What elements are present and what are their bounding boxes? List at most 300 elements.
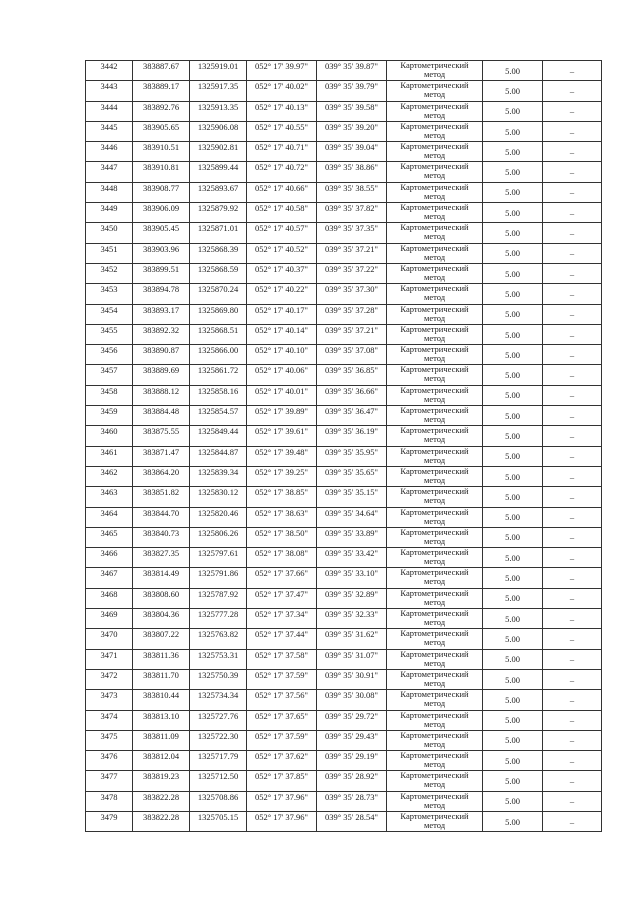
- x-coordinate-cell: 383871.47: [133, 446, 190, 466]
- longitude-cell: 039° 35' 38.86": [317, 162, 387, 182]
- method-line1: Картометрический: [400, 263, 469, 273]
- latitude-cell: 052° 17' 38.08": [247, 548, 317, 568]
- longitude-cell: 039° 35' 36.47": [317, 406, 387, 426]
- longitude-cell: 039° 35' 32.89": [317, 588, 387, 608]
- x-coordinate-cell: 383889.17: [133, 81, 190, 101]
- accuracy-cell: 5.00: [483, 223, 543, 243]
- point-number-cell: 3453: [86, 284, 133, 304]
- method-line2: метод: [423, 515, 446, 526]
- x-coordinate-cell: 383905.45: [133, 223, 190, 243]
- longitude-cell: 039° 35' 29.43": [317, 730, 387, 750]
- table-row: [86, 162, 602, 182]
- method-line1: Картометрический: [400, 385, 469, 395]
- method-line2: метод: [423, 657, 446, 668]
- x-coordinate-cell: 383875.55: [133, 426, 190, 446]
- y-coordinate-cell: 1325708.86: [190, 791, 247, 811]
- y-coordinate-cell: 1325869.80: [190, 304, 247, 324]
- latitude-cell: 052° 17' 37.62": [247, 751, 317, 771]
- point-number-cell: 3475: [86, 730, 133, 750]
- method-line1: Картометрический: [400, 182, 469, 192]
- method-line2: метод: [423, 271, 446, 282]
- y-coordinate-cell: 1325717.79: [190, 751, 247, 771]
- y-coordinate-cell: 1325787.92: [190, 588, 247, 608]
- longitude-cell: 039° 35' 35.65": [317, 466, 387, 486]
- point-number-cell: 3467: [86, 568, 133, 588]
- accuracy-cell: 5.00: [483, 284, 543, 304]
- x-coordinate-cell: 383889.69: [133, 365, 190, 385]
- x-coordinate-cell: 383887.67: [133, 61, 190, 81]
- method-line2: метод: [423, 414, 446, 425]
- table-row: [86, 263, 602, 283]
- note-cell: –: [543, 142, 602, 162]
- method-cell: [387, 345, 483, 365]
- y-coordinate-cell: 1325777.28: [190, 609, 247, 629]
- note-cell: –: [543, 507, 602, 527]
- method-line1: Картометрический: [400, 364, 469, 375]
- accuracy-cell: 5.00: [483, 263, 543, 283]
- table-row: [86, 507, 602, 527]
- method-cell: [387, 385, 483, 405]
- latitude-cell: 052° 17' 40.72": [247, 162, 317, 182]
- method-line1: Картометрический: [400, 669, 469, 679]
- method-line1: Картометрический: [400, 710, 469, 720]
- y-coordinate-cell: 1325870.24: [190, 284, 247, 304]
- table-row: [86, 182, 602, 202]
- x-coordinate-cell: 383884.48: [133, 406, 190, 426]
- y-coordinate-cell: 1325871.01: [190, 223, 247, 243]
- longitude-cell: 039° 35' 35.95": [317, 446, 387, 466]
- method-line2: метод: [423, 556, 446, 567]
- method-line1: Картометрический: [400, 80, 469, 91]
- y-coordinate-cell: 1325722.30: [190, 730, 247, 750]
- table-row: [86, 811, 602, 831]
- longitude-cell: 039° 35' 35.15": [317, 487, 387, 507]
- note-cell: –: [543, 345, 602, 365]
- latitude-cell: 052° 17' 39.25": [247, 466, 317, 486]
- y-coordinate-cell: 1325868.51: [190, 324, 247, 344]
- y-coordinate-cell: 1325913.35: [190, 101, 247, 121]
- method-cell: [387, 121, 483, 141]
- accuracy-cell: 5.00: [483, 406, 543, 426]
- method-cell: [387, 771, 483, 791]
- method-line1: Картометрический: [400, 304, 469, 314]
- table-row: [86, 669, 602, 689]
- table-row: [86, 730, 602, 750]
- x-coordinate-cell: 383910.81: [133, 162, 190, 182]
- method-line2: метод: [423, 738, 446, 749]
- table-row: [86, 203, 602, 223]
- latitude-cell: 052° 17' 40.22": [247, 284, 317, 304]
- longitude-cell: 039° 35' 38.55": [317, 182, 387, 202]
- latitude-cell: 052° 17' 37.47": [247, 588, 317, 608]
- point-number-cell: 3471: [86, 649, 133, 669]
- method-line1: Картометрический: [400, 446, 469, 456]
- method-line1: Картометрический: [400, 101, 469, 111]
- accuracy-cell: 5.00: [483, 487, 543, 507]
- note-cell: –: [543, 629, 602, 649]
- method-cell: [387, 548, 483, 568]
- method-cell: [387, 61, 483, 81]
- method-cell: [387, 203, 483, 223]
- x-coordinate-cell: 383808.60: [133, 588, 190, 608]
- method-line1: Картометрический: [400, 344, 469, 355]
- latitude-cell: 052° 17' 40.71": [247, 142, 317, 162]
- method-line1: Картометрический: [400, 730, 469, 740]
- method-line2: метод: [423, 129, 446, 140]
- latitude-cell: 052° 17' 40.55": [247, 121, 317, 141]
- method-line1: Картометрический: [400, 547, 469, 558]
- table-row: [86, 466, 602, 486]
- method-line1: Картометрический: [400, 60, 469, 70]
- table-row: [86, 81, 602, 101]
- method-line2: метод: [423, 393, 446, 404]
- point-number-cell: 3444: [86, 101, 133, 121]
- method-line2: метод: [423, 819, 446, 830]
- table-row: [86, 61, 602, 81]
- note-cell: –: [543, 223, 602, 243]
- note-cell: –: [543, 284, 602, 304]
- method-cell: [387, 811, 483, 831]
- accuracy-cell: 5.00: [483, 365, 543, 385]
- method-line2: метод: [423, 474, 446, 485]
- longitude-cell: 039° 35' 37.82": [317, 203, 387, 223]
- accuracy-cell: 5.00: [483, 426, 543, 446]
- table-row: [86, 385, 602, 405]
- note-cell: –: [543, 446, 602, 466]
- x-coordinate-cell: 383844.70: [133, 507, 190, 527]
- latitude-cell: 052° 17' 40.13": [247, 101, 317, 121]
- method-line2: метод: [423, 69, 446, 79]
- y-coordinate-cell: 1325899.44: [190, 162, 247, 182]
- method-line1: Картометрический: [400, 141, 469, 152]
- table-row: [86, 243, 602, 263]
- method-cell: [387, 406, 483, 426]
- accuracy-cell: 5.00: [483, 81, 543, 101]
- method-cell: [387, 223, 483, 243]
- table-row: [86, 710, 602, 730]
- accuracy-cell: 5.00: [483, 385, 543, 405]
- x-coordinate-cell: 383822.28: [133, 811, 190, 831]
- table-row: [86, 345, 602, 365]
- longitude-cell: 039° 35' 39.58": [317, 101, 387, 121]
- latitude-cell: 052° 17' 40.01": [247, 385, 317, 405]
- method-line1: Картометрический: [400, 466, 469, 476]
- method-line1: Картометрический: [400, 121, 469, 131]
- longitude-cell: 039° 35' 37.08": [317, 345, 387, 365]
- point-number-cell: 3449: [86, 203, 133, 223]
- accuracy-cell: 5.00: [483, 588, 543, 608]
- x-coordinate-cell: 383864.20: [133, 466, 190, 486]
- point-number-cell: 3442: [86, 61, 133, 81]
- point-number-cell: 3478: [86, 791, 133, 811]
- latitude-cell: 052° 17' 40.37": [247, 263, 317, 283]
- point-number-cell: 3446: [86, 142, 133, 162]
- method-line2: метод: [423, 596, 446, 607]
- longitude-cell: 039° 35' 36.19": [317, 426, 387, 446]
- method-line2: метод: [423, 150, 446, 161]
- x-coordinate-cell: 383903.96: [133, 243, 190, 263]
- note-cell: –: [543, 243, 602, 263]
- method-line1: Картометрический: [400, 202, 469, 213]
- y-coordinate-cell: 1325858.16: [190, 385, 247, 405]
- point-number-cell: 3443: [86, 81, 133, 101]
- latitude-cell: 052° 17' 40.10": [247, 345, 317, 365]
- method-cell: [387, 182, 483, 202]
- x-coordinate-cell: 383840.73: [133, 527, 190, 547]
- point-number-cell: 3472: [86, 669, 133, 689]
- longitude-cell: 039° 35' 39.04": [317, 142, 387, 162]
- longitude-cell: 039° 35' 33.10": [317, 568, 387, 588]
- point-number-cell: 3466: [86, 548, 133, 568]
- note-cell: –: [543, 203, 602, 223]
- latitude-cell: 052° 17' 37.59": [247, 730, 317, 750]
- method-line2: метод: [423, 677, 446, 688]
- accuracy-cell: 5.00: [483, 771, 543, 791]
- method-cell: [387, 649, 483, 669]
- y-coordinate-cell: 1325734.34: [190, 690, 247, 710]
- latitude-cell: 052° 17' 39.89": [247, 406, 317, 426]
- note-cell: –: [543, 406, 602, 426]
- method-line2: метод: [423, 353, 446, 364]
- point-number-cell: 3452: [86, 263, 133, 283]
- method-line1: Картометрический: [400, 324, 469, 334]
- method-line1: Картометрический: [400, 588, 469, 598]
- point-number-cell: 3458: [86, 385, 133, 405]
- x-coordinate-cell: 383819.23: [133, 771, 190, 791]
- x-coordinate-cell: 383899.51: [133, 263, 190, 283]
- note-cell: –: [543, 263, 602, 283]
- x-coordinate-cell: 383851.82: [133, 487, 190, 507]
- x-coordinate-cell: 383814.49: [133, 568, 190, 588]
- point-number-cell: 3474: [86, 710, 133, 730]
- latitude-cell: 052° 17' 38.50": [247, 527, 317, 547]
- method-line1: Картометрический: [400, 750, 469, 761]
- note-cell: –: [543, 61, 602, 81]
- longitude-cell: 039° 35' 31.62": [317, 629, 387, 649]
- y-coordinate-cell: 1325868.59: [190, 263, 247, 283]
- x-coordinate-cell: 383811.70: [133, 669, 190, 689]
- latitude-cell: 052° 17' 40.66": [247, 182, 317, 202]
- method-cell: [387, 304, 483, 324]
- method-line1: Картометрический: [400, 770, 469, 781]
- longitude-cell: 039° 35' 37.30": [317, 284, 387, 304]
- y-coordinate-cell: 1325705.15: [190, 811, 247, 831]
- method-line1: Картометрический: [400, 791, 469, 801]
- latitude-cell: 052° 17' 40.06": [247, 365, 317, 385]
- table-row: [86, 446, 602, 466]
- longitude-cell: 039° 35' 37.21": [317, 324, 387, 344]
- y-coordinate-cell: 1325820.46: [190, 507, 247, 527]
- method-line1: Картометрический: [400, 527, 469, 537]
- x-coordinate-cell: 383804.36: [133, 609, 190, 629]
- method-cell: [387, 629, 483, 649]
- table-row: [86, 304, 602, 324]
- accuracy-cell: 5.00: [483, 791, 543, 811]
- accuracy-cell: 5.00: [483, 324, 543, 344]
- note-cell: –: [543, 487, 602, 507]
- x-coordinate-cell: 383813.10: [133, 710, 190, 730]
- x-coordinate-cell: 383812.04: [133, 751, 190, 771]
- note-cell: –: [543, 365, 602, 385]
- table-body: [86, 61, 602, 832]
- accuracy-cell: 5.00: [483, 751, 543, 771]
- latitude-cell: 052° 17' 40.58": [247, 203, 317, 223]
- point-number-cell: 3465: [86, 527, 133, 547]
- method-cell: [387, 324, 483, 344]
- latitude-cell: 052° 17' 37.66": [247, 568, 317, 588]
- table-row: [86, 771, 602, 791]
- method-line2: метод: [423, 292, 446, 303]
- accuracy-cell: 5.00: [483, 811, 543, 831]
- coordinates-table: [85, 60, 602, 832]
- table-row: [86, 121, 602, 141]
- y-coordinate-cell: 1325844.87: [190, 446, 247, 466]
- method-line2: метод: [423, 535, 446, 546]
- table-row: [86, 629, 602, 649]
- table-row: [86, 365, 602, 385]
- point-number-cell: 3455: [86, 324, 133, 344]
- x-coordinate-cell: 383893.17: [133, 304, 190, 324]
- x-coordinate-cell: 383892.76: [133, 101, 190, 121]
- y-coordinate-cell: 1325861.72: [190, 365, 247, 385]
- method-line2: метод: [423, 799, 446, 810]
- longitude-cell: 039° 35' 34.64": [317, 507, 387, 527]
- point-number-cell: 3459: [86, 406, 133, 426]
- method-line2: метод: [423, 170, 446, 181]
- note-cell: –: [543, 609, 602, 629]
- latitude-cell: 052° 17' 39.48": [247, 446, 317, 466]
- latitude-cell: 052° 17' 37.65": [247, 710, 317, 730]
- method-cell: [387, 466, 483, 486]
- longitude-cell: 039° 35' 36.85": [317, 365, 387, 385]
- x-coordinate-cell: 383810.44: [133, 690, 190, 710]
- point-number-cell: 3457: [86, 365, 133, 385]
- latitude-cell: 052° 17' 38.63": [247, 507, 317, 527]
- note-cell: –: [543, 690, 602, 710]
- method-cell: [387, 446, 483, 466]
- y-coordinate-cell: 1325868.39: [190, 243, 247, 263]
- method-cell: [387, 751, 483, 771]
- point-number-cell: 3479: [86, 811, 133, 831]
- point-number-cell: 3445: [86, 121, 133, 141]
- accuracy-cell: 5.00: [483, 162, 543, 182]
- point-number-cell: 3462: [86, 466, 133, 486]
- method-line2: метод: [423, 190, 446, 201]
- method-cell: [387, 588, 483, 608]
- point-number-cell: 3448: [86, 182, 133, 202]
- method-line1: Картометрический: [400, 405, 469, 416]
- point-number-cell: 3451: [86, 243, 133, 263]
- y-coordinate-cell: 1325806.26: [190, 527, 247, 547]
- method-line2: метод: [423, 576, 446, 587]
- accuracy-cell: 5.00: [483, 203, 543, 223]
- method-line2: метод: [423, 109, 446, 120]
- accuracy-cell: 5.00: [483, 101, 543, 121]
- note-cell: –: [543, 751, 602, 771]
- method-cell: [387, 263, 483, 283]
- y-coordinate-cell: 1325753.31: [190, 649, 247, 669]
- method-line2: метод: [423, 312, 446, 323]
- accuracy-cell: 5.00: [483, 609, 543, 629]
- method-line1: Картометрический: [400, 283, 469, 294]
- table-row: [86, 487, 602, 507]
- method-line2: метод: [423, 332, 446, 343]
- table-row: [86, 324, 602, 344]
- y-coordinate-cell: 1325727.76: [190, 710, 247, 730]
- table-row: [86, 527, 602, 547]
- note-cell: –: [543, 304, 602, 324]
- point-number-cell: 3469: [86, 609, 133, 629]
- method-cell: [387, 365, 483, 385]
- table-row: [86, 649, 602, 669]
- method-line2: метод: [423, 251, 446, 262]
- method-cell: [387, 81, 483, 101]
- method-line2: метод: [423, 718, 446, 729]
- y-coordinate-cell: 1325906.08: [190, 121, 247, 141]
- latitude-cell: 052° 17' 37.34": [247, 609, 317, 629]
- table-row: [86, 101, 602, 121]
- point-number-cell: 3456: [86, 345, 133, 365]
- method-cell: [387, 710, 483, 730]
- note-cell: –: [543, 811, 602, 831]
- table-row: [86, 568, 602, 588]
- method-line2: метод: [423, 698, 446, 709]
- table-row: [86, 588, 602, 608]
- x-coordinate-cell: 383908.77: [133, 182, 190, 202]
- longitude-cell: 039° 35' 29.72": [317, 710, 387, 730]
- longitude-cell: 039° 35' 29.19": [317, 751, 387, 771]
- longitude-cell: 039° 35' 37.22": [317, 263, 387, 283]
- method-line2: метод: [423, 759, 446, 770]
- method-line1: Картометрический: [400, 628, 469, 639]
- method-cell: [387, 507, 483, 527]
- method-line1: Картометрический: [400, 811, 469, 821]
- table-row: [86, 406, 602, 426]
- method-cell: [387, 568, 483, 588]
- accuracy-cell: 5.00: [483, 61, 543, 81]
- point-number-cell: 3468: [86, 588, 133, 608]
- x-coordinate-cell: 383892.32: [133, 324, 190, 344]
- latitude-cell: 052° 17' 37.44": [247, 629, 317, 649]
- y-coordinate-cell: 1325902.81: [190, 142, 247, 162]
- method-line2: метод: [423, 373, 446, 384]
- point-number-cell: 3473: [86, 690, 133, 710]
- longitude-cell: 039° 35' 33.89": [317, 527, 387, 547]
- point-number-cell: 3477: [86, 771, 133, 791]
- accuracy-cell: 5.00: [483, 446, 543, 466]
- longitude-cell: 039° 35' 37.28": [317, 304, 387, 324]
- note-cell: –: [543, 324, 602, 344]
- accuracy-cell: 5.00: [483, 710, 543, 730]
- table-row: [86, 426, 602, 446]
- method-cell: [387, 791, 483, 811]
- method-cell: [387, 101, 483, 121]
- latitude-cell: 052° 17' 37.56": [247, 690, 317, 710]
- longitude-cell: 039° 35' 37.21": [317, 243, 387, 263]
- latitude-cell: 052° 17' 37.96": [247, 811, 317, 831]
- method-cell: [387, 426, 483, 446]
- method-cell: [387, 243, 483, 263]
- y-coordinate-cell: 1325866.00: [190, 345, 247, 365]
- method-line2: метод: [423, 617, 446, 628]
- point-number-cell: 3470: [86, 629, 133, 649]
- longitude-cell: 039° 35' 31.07": [317, 649, 387, 669]
- x-coordinate-cell: 383811.36: [133, 649, 190, 669]
- accuracy-cell: 5.00: [483, 690, 543, 710]
- longitude-cell: 039° 35' 39.79": [317, 81, 387, 101]
- method-line1: Картометрический: [400, 649, 469, 659]
- y-coordinate-cell: 1325893.67: [190, 182, 247, 202]
